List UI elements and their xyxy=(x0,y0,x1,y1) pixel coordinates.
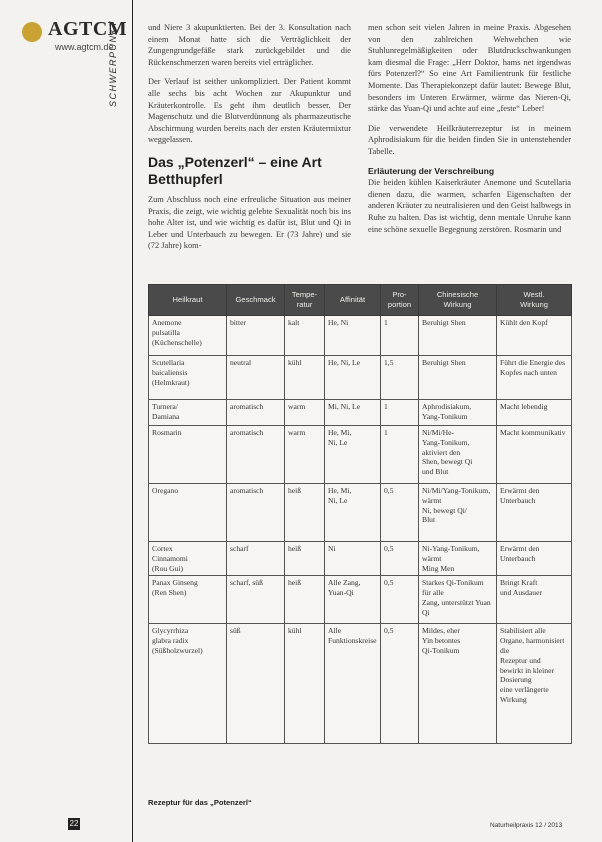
cell-chinese: Beruhigt Shen xyxy=(419,356,497,400)
section-heading: Das „Potenzerl“ – eine Art Betthupferl xyxy=(148,153,322,187)
header-chinese-effect: Chinesische Wirkung xyxy=(419,285,497,316)
cell-chinese: Starkes Qi-Tonikum für alle Zang, unterstützt Yuan Qi xyxy=(419,576,497,624)
cell-proportion: 1 xyxy=(381,426,419,484)
footer-issue: Naturheilpraxis 12 / 2013 xyxy=(490,822,563,829)
recipe-table xyxy=(148,284,572,744)
table-row xyxy=(149,576,572,624)
logo-emblem-icon xyxy=(22,22,42,42)
cell-herb: Panax Ginseng (Ren Shen) xyxy=(149,576,227,624)
table-row xyxy=(149,542,572,576)
header-western-effect: Westl. Wirkung xyxy=(497,285,572,316)
cell-chinese: Ni/Mi/Yang-Tonikum, wärmt Ni, bewegt Qi/ Blut xyxy=(419,484,497,542)
table-row xyxy=(149,400,572,426)
table-row xyxy=(149,624,572,744)
cell-affinity: He, Mi, Ni, Le xyxy=(325,426,381,484)
cell-temp: kühl xyxy=(285,356,325,400)
left-para-3: Zum Abschluss noch eine erfreuliche Situation aus meiner Praxis, die zeigt, wie wichtig gelebte Sexualität noch bis ins hohe Alter ist, und wie wichtig es dafür ist, Blut und Qi in Leber und Unterbauch zu bewegen. Er (73 Jahre) und sie (72 Jahre) kom- xyxy=(148,194,351,251)
cell-taste: scharf, süß xyxy=(227,576,285,624)
header-taste: Geschmack xyxy=(227,285,285,316)
cell-affinity: He, Ni xyxy=(325,316,381,356)
right-para-3: Die beiden kühlen Kaiserkräuter Anemone und Scutellaria dienen dazu, die warmen, scharfen Eigenschaften der anderen Kräuter zu neutralisieren und den Geist halbwegs in Ruhe zu halten. Das ist wichtig, denn mentale Unruhe kann eine schöne sexuelle Begegnung zerstören. Rosmarin und xyxy=(368,178,571,234)
cell-herb: Anemone pulsatilla (Küchenschelle) xyxy=(149,316,227,356)
cell-western: Kühlt den Kopf xyxy=(497,316,572,356)
table-header-row xyxy=(149,285,572,316)
cell-proportion: 0,5 xyxy=(381,542,419,576)
cell-affinity: Mi, Ni, Le xyxy=(325,400,381,426)
cell-herb: Oregano xyxy=(149,484,227,542)
cell-taste: scharf xyxy=(227,542,285,576)
section-label: SCHWERPUNKT xyxy=(108,20,118,108)
subheading: Erläuterung der Verschreibung xyxy=(368,165,495,176)
cell-temp: heiß xyxy=(285,484,325,542)
page-number: 22 xyxy=(69,819,79,828)
cell-taste: aromatisch xyxy=(227,426,285,484)
cell-western: Stabilisiert alle Organe, harmonisiert die Rezeptur und bewirkt in kleiner Dosierung eine verlängerte Wirkung xyxy=(497,624,572,744)
cell-temp: warm xyxy=(285,426,325,484)
left-para-1: und Niere 3 akupunktierten. Bei der 3. Konsultation nach einem Monat hatte sich die Verträglichkeit der Zungengrundgefäße stark zurückgebildet und die Rückenschmerzen waren bereits viel erträglicher. xyxy=(148,23,351,67)
table-row xyxy=(149,484,572,542)
table-body xyxy=(149,316,572,744)
logo-title: AGTCM xyxy=(48,18,128,40)
cell-temp: heiß xyxy=(285,576,325,624)
cell-herb: Cortex Cinnamomi (Rou Gui) xyxy=(149,542,227,576)
cell-proportion: 1,5 xyxy=(381,356,419,400)
cell-taste: aromatisch xyxy=(227,400,285,426)
cell-temp: heiß xyxy=(285,542,325,576)
cell-chinese: Aphrodisiakum, Yang-Tonikum xyxy=(419,400,497,426)
right-para-1: men schon seit vielen Jahren in meine Praxis. Abgesehen von den zahlreichen Wehwehchen wie Stuhlunregelmäßigkeiten oder Blutdruckschwankungen kam diesmal die Frage: „Herr Doktor, hams net irgendwas fürs Potenzerl?“ So eine Art Familientrunk für festliche Momente. Das Therapiekonzept dafür lautet: Bewege Blut, besonders im Unteren Erwärmer, wärme das Nieren-Qi, stärke das Yuan-Qi und achte auf eine „feste“ Leber! xyxy=(368,23,571,114)
cell-proportion: 1 xyxy=(381,316,419,356)
cell-affinity: Alle Funktionskreise xyxy=(325,624,381,744)
cell-taste: aromatisch xyxy=(227,484,285,542)
cell-taste: süß xyxy=(227,624,285,744)
cell-western: Macht lebendig xyxy=(497,400,572,426)
cell-affinity: He, Mi, Ni, Le xyxy=(325,484,381,542)
cell-chinese: Mildes, eher Yin betontes Qi-Tonikum xyxy=(419,624,497,744)
cell-temp: warm xyxy=(285,400,325,426)
cell-western: Bringt Kraft und Ausdauer xyxy=(497,576,572,624)
cell-temp: kalt xyxy=(285,316,325,356)
cell-herb: Scutellaria baicaliensis (Helmkraut) xyxy=(149,356,227,400)
cell-taste: neutral xyxy=(227,356,285,400)
cell-western: Erwärmt den Unterbauch xyxy=(497,542,572,576)
table-row xyxy=(149,426,572,484)
cell-herb: Turnera/ Damiana xyxy=(149,400,227,426)
cell-chinese: Ni/Mi/He- Yang-Tonikum, aktiviert den Shen, bewegt Qi und Blut xyxy=(419,426,497,484)
table-caption: Rezeptur für das „Potenzerl“ xyxy=(148,798,252,807)
right-column xyxy=(368,22,571,243)
cell-herb: Glycyrrhiza glabra radix (Süßholzwurzel) xyxy=(149,624,227,744)
cell-proportion: 0,5 xyxy=(381,576,419,624)
left-column xyxy=(148,22,351,260)
cell-western: Führt die Energie des Kopfes nach unten xyxy=(497,356,572,400)
cell-chinese: Beruhigt Shen xyxy=(419,316,497,356)
cell-proportion: 0,5 xyxy=(381,484,419,542)
header-affinity: Affinität xyxy=(325,285,381,316)
right-para-2: Die verwendete Heilkräuterrezeptur ist in meinem Aphrodisiakum für die beiden finden Sie in untenstehender Tabelle. xyxy=(368,123,571,156)
sidebar xyxy=(0,0,133,842)
table-row xyxy=(149,356,572,400)
recipe-table-wrap xyxy=(148,284,571,744)
table-row xyxy=(149,316,572,356)
header-proportion: Pro- portion xyxy=(381,285,419,316)
cell-proportion: 1 xyxy=(381,400,419,426)
logo-url: www.agtcm.de xyxy=(55,42,114,52)
cell-affinity: He, Ni, Le xyxy=(325,356,381,400)
header-herb: Heilkraut xyxy=(149,285,227,316)
cell-affinity: Alle Zang, Yuan-Qi xyxy=(325,576,381,624)
cell-chinese: Ni-Yang-Tonikum, wärmt Ming Men xyxy=(419,542,497,576)
cell-taste: bitter xyxy=(227,316,285,356)
header-temperature: Tempe- ratur xyxy=(285,285,325,316)
cell-affinity: Ni xyxy=(325,542,381,576)
cell-proportion: 0,5 xyxy=(381,624,419,744)
cell-herb: Rosmarin xyxy=(149,426,227,484)
cell-western: Erwärmt den Unterbauch xyxy=(497,484,572,542)
cell-western: Macht kommunikativ xyxy=(497,426,572,484)
cell-temp: kühl xyxy=(285,624,325,744)
left-para-2: Der Verlauf ist seither unkompliziert. Der Patient kommt alle sechs bis acht Wochen zur Akupunktur und Kräuterkontrolle. Es geht ihm deutlich besser. Der Magenschutz und die Blutverdünnung als pharmazeutische Abschirmung wurden bereits nach der ersten Kräutermixtur weggelassen. xyxy=(148,77,351,145)
